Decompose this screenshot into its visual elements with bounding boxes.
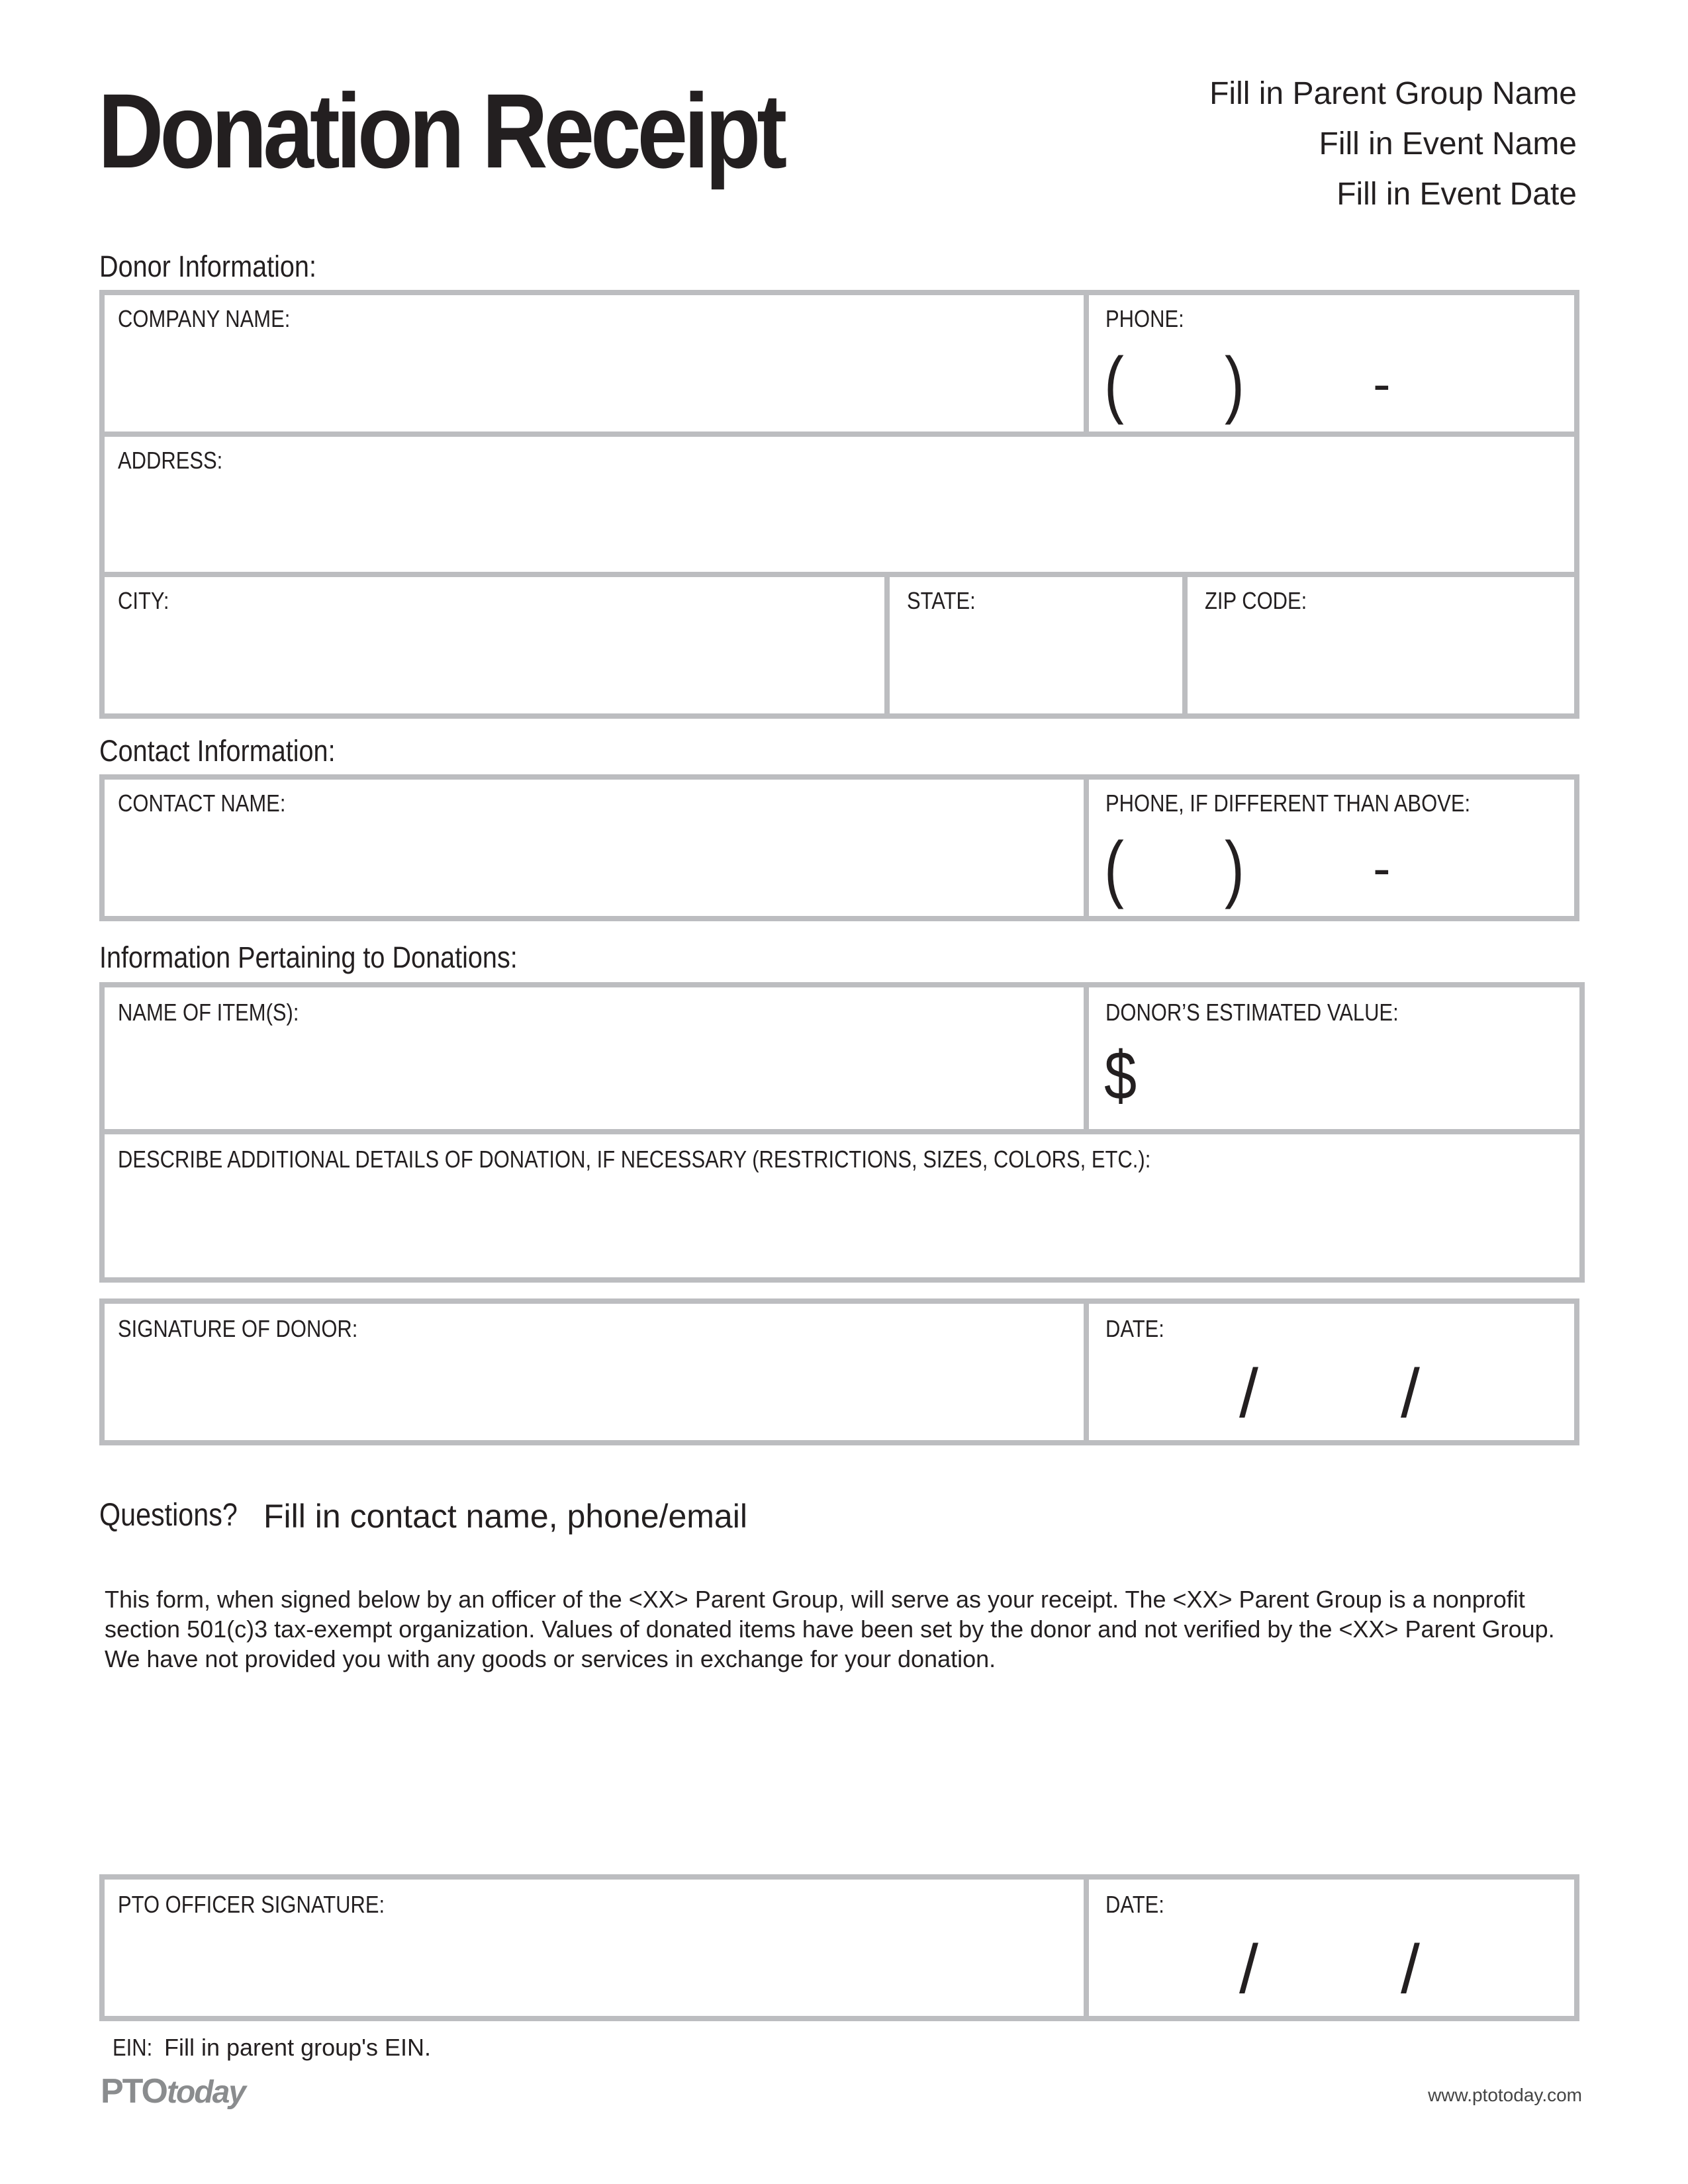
officer-date-field[interactable]: DATE: (1105, 1891, 1164, 1918)
divider (99, 572, 1579, 577)
divider (1084, 982, 1089, 1132)
questions-contact: Fill in contact name, phone/email (263, 1498, 747, 1535)
divider (1084, 1298, 1089, 1445)
officer-date-slash-1: / (1239, 1931, 1258, 2008)
alternate-phone-field[interactable]: PHONE, IF DIFFERENT THAN ABOVE: (1105, 790, 1471, 817)
donor-date-slash-1: / (1239, 1355, 1258, 1432)
donor-information-box (99, 290, 1579, 719)
donor-date-slash-2: / (1401, 1355, 1420, 1432)
page-title: Donation Receipt (98, 71, 784, 190)
zip-code-field[interactable]: ZIP CODE: (1205, 587, 1307, 614)
donation-details-field[interactable]: DESCRIBE ADDITIONAL DETAILS OF DONATION, IF NECESSARY (RESTRICTIONS, SIZES, COLORS, ETC.): (118, 1146, 1151, 1173)
divider (1084, 774, 1089, 921)
divider (1084, 290, 1089, 434)
parent-group-name: Fill in Parent Group Name (1209, 76, 1577, 111)
phone-open-paren: ( (1104, 342, 1124, 425)
donor-date-field[interactable]: DATE: (1105, 1315, 1164, 1342)
company-name-field[interactable]: COMPANY NAME: (118, 305, 291, 332)
item-names-field[interactable]: NAME OF ITEM(S): (118, 999, 299, 1026)
divider (884, 572, 890, 719)
divider (99, 1129, 1585, 1134)
dollar-sign: $ (1104, 1038, 1137, 1115)
donation-information-heading: Information Pertaining to Donations: (99, 940, 518, 974)
contact-name-field[interactable]: CONTACT NAME: (118, 790, 286, 817)
ein-value: Fill in parent group's EIN. (164, 2034, 432, 2061)
officer-signature-field[interactable]: PTO OFFICER SIGNATURE: (118, 1891, 385, 1918)
phone-dash: - (1373, 354, 1391, 413)
address-field[interactable]: ADDRESS: (118, 447, 223, 474)
divider (1084, 1874, 1089, 2021)
pto-today-logo (101, 2071, 245, 2111)
officer-date-slash-2: / (1401, 1931, 1420, 2008)
estimated-value-field[interactable]: DONOR’S ESTIMATED VALUE: (1105, 999, 1399, 1026)
donor-information-heading: Donor Information: (99, 250, 316, 283)
questions-label: Questions? (99, 1498, 238, 1533)
divider (1182, 572, 1188, 719)
contact-information-heading: Contact Information: (99, 734, 336, 768)
receipt-disclaimer: This form, when signed below by an officer of the <XX> Parent Group, will serve as your receipt. The <XX> Parent Group is a nonprofit section 501(c)3 tax-exempt organization. Values of donated items have been set by the donor and not verified by the <XX> Parent Group. We have not provided you with any goods or services in exchange for your donation. (105, 1586, 1555, 1672)
logo-bold-text: PTO (101, 2072, 167, 2111)
ein-label: EIN: (113, 2034, 153, 2061)
phone-field[interactable]: PHONE: (1105, 305, 1184, 332)
city-field[interactable]: CITY: (118, 587, 169, 614)
event-date: Fill in Event Date (1336, 177, 1577, 212)
divider (99, 432, 1579, 437)
alt-phone-close-paren: ) (1225, 827, 1244, 909)
event-name: Fill in Event Name (1319, 126, 1577, 161)
state-field[interactable]: STATE: (907, 587, 976, 614)
alt-phone-open-paren: ( (1104, 827, 1124, 909)
donor-signature-field[interactable]: SIGNATURE OF DONOR: (118, 1315, 358, 1342)
phone-close-paren: ) (1225, 342, 1244, 425)
website-url: www.ptotoday.com (1428, 2085, 1582, 2105)
logo-italic-text: today (166, 2075, 245, 2110)
alt-phone-dash: - (1373, 839, 1391, 897)
